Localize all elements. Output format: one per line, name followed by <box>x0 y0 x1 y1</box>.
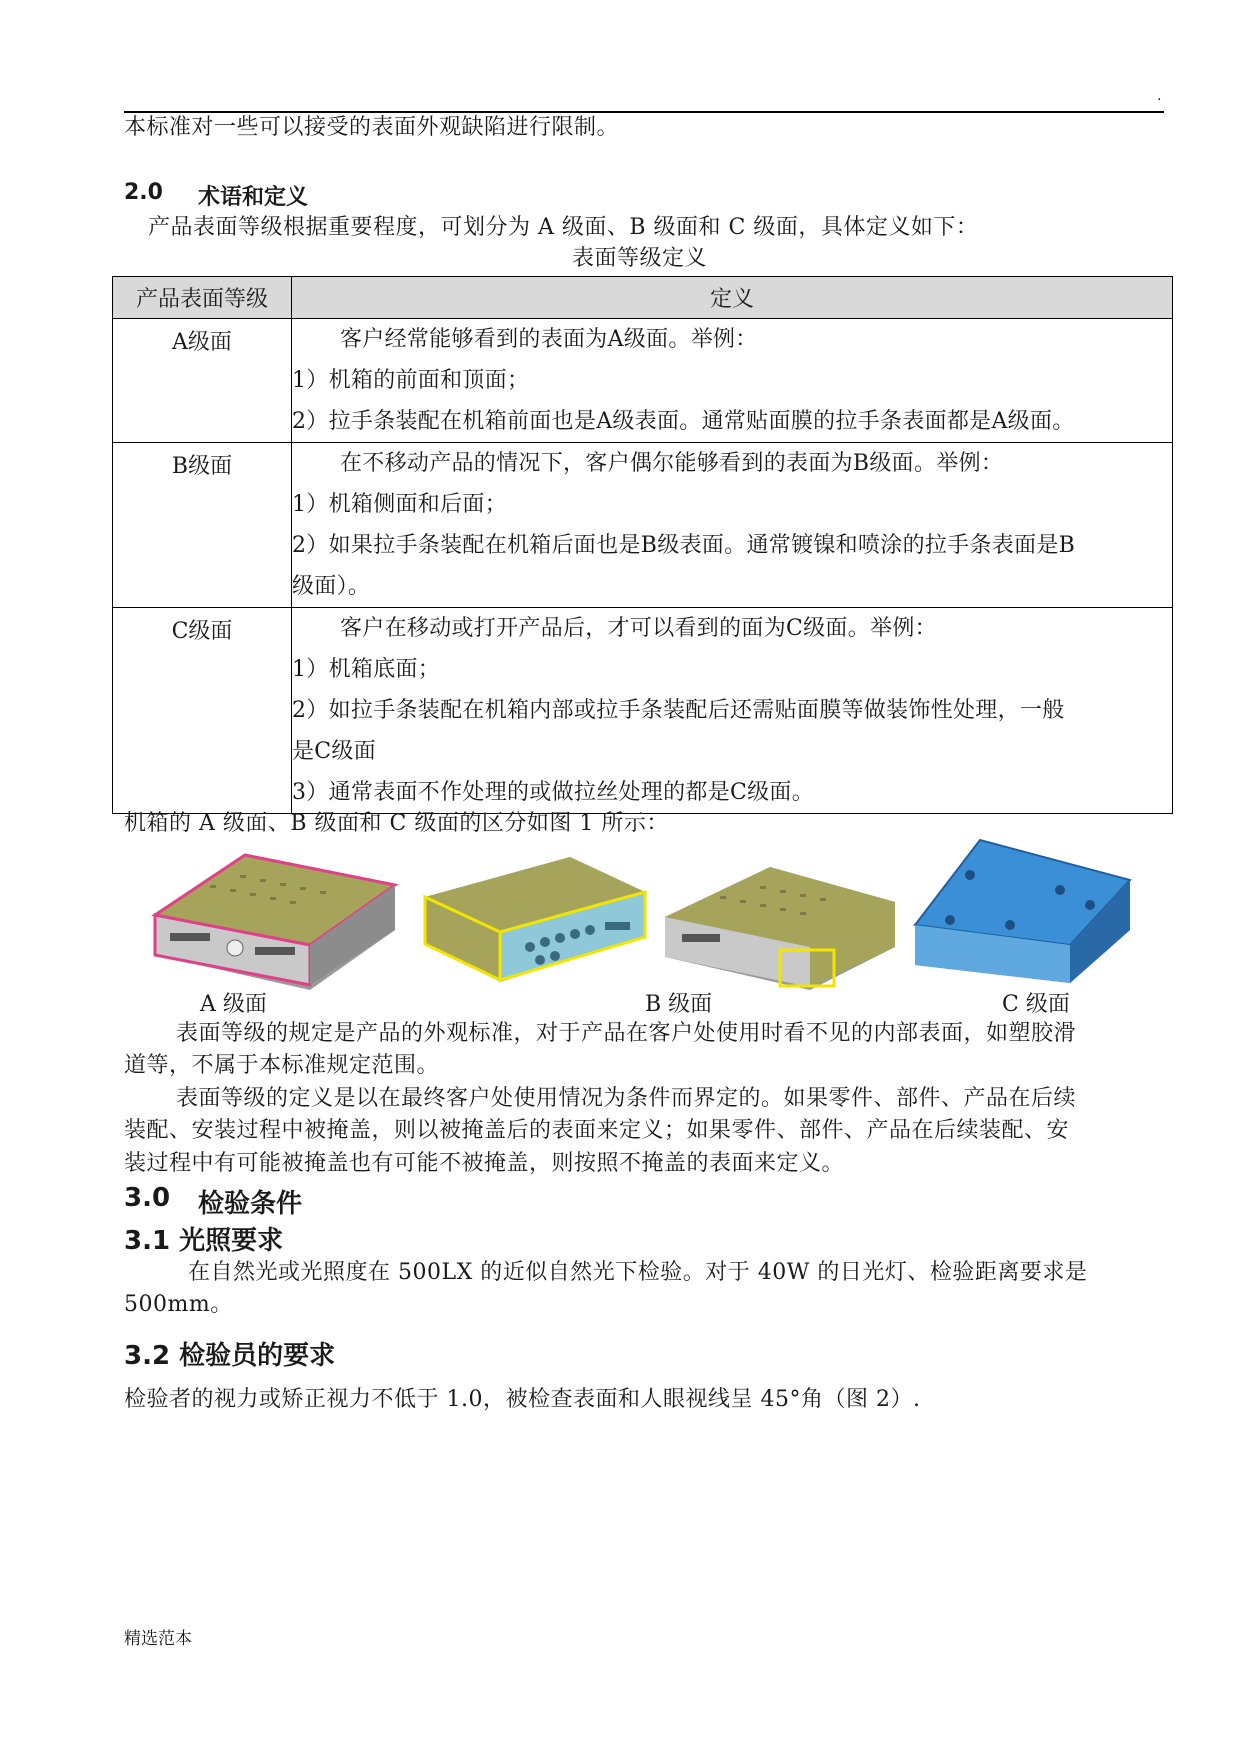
table-row <box>113 608 1173 814</box>
para1-line1: 表面等级的规定是产品的外观标准，对于产品在客户处使用时看不见的内部表面，如塑胶滑 <box>176 1021 1077 1046</box>
grade-cell: C级面 <box>113 608 292 814</box>
chassis-a-surface-figure <box>150 845 400 990</box>
para1-line2: 道等，不属于本标准规定范围。 <box>124 1053 440 1078</box>
table-row <box>113 443 1173 608</box>
definition-cell: 客户在移动或打开产品后，才可以看到的面为C级面。举例： 1）机箱底面； 2）如拉手条装配在机箱内部或拉手条装配后还需贴面膜等做装饰性处理，一般 是C级面 3）通常表面不作处理的或做拉丝处理的都是C级面。 <box>292 608 1173 814</box>
section-3-title: 检验条件 <box>198 1189 303 1219</box>
para2-line3: 装过程中有可能被掩盖也有可能不被掩盖，则按照不掩盖的表面来定义。 <box>124 1151 845 1176</box>
figure-label-c: C 级面 <box>1002 992 1070 1017</box>
figure-label-b: B 级面 <box>645 992 713 1017</box>
chassis-b-rear-figure <box>420 852 650 987</box>
page-footer: 精选范本 <box>124 1629 192 1649</box>
header-definition: 定义 <box>292 277 1173 319</box>
definition-cell: 客户经常能够看到的表面为A级面。举例： 1）机箱的前面和顶面； 2）拉手条装配在机箱前面也是A级表面。通常贴面膜的拉手条表面都是A级面。 <box>292 319 1173 443</box>
para2-line1: 表面等级的定义是以在最终客户处使用情况为条件而界定的。如果零件、部件、产品在后续 <box>176 1086 1077 1111</box>
table-header-row <box>113 277 1173 319</box>
section-3-1-line2: 500mm。 <box>124 1292 233 1317</box>
grade-cell: A级面 <box>113 319 292 443</box>
section-3-2-title: 3.2 检验员的要求 <box>124 1341 336 1371</box>
section-3-number: 3.0 <box>124 1183 171 1213</box>
header-mark: . <box>1157 88 1162 104</box>
figure-label-a: A 级面 <box>200 992 267 1017</box>
section-2-title: 术语和定义 <box>198 185 309 210</box>
para2-line2: 装配、安装过程中被掩盖，则以被掩盖后的表面来定义；如果零件、部件、产品在后续装配、安 <box>124 1118 1070 1143</box>
table-caption: 表面等级定义 <box>572 246 708 271</box>
chassis-c-bottom-figure <box>910 835 1135 985</box>
section-2-lead: 产品表面等级根据重要程度，可划分为 A 级面、B 级面和 C 级面，具体定义如下： <box>148 215 979 240</box>
header-grade: 产品表面等级 <box>113 277 292 319</box>
section-3-1-title: 3.1 光照要求 <box>124 1226 284 1256</box>
grade-cell: B级面 <box>113 443 292 608</box>
figure-intro: 机箱的 A 级面、B 级面和 C 级面的区分如图 1 所示： <box>124 811 669 836</box>
table-row <box>113 319 1173 443</box>
surface-grade-table <box>112 276 1173 814</box>
intro-line: 本标准对一些可以接受的表面外观缺陷进行限制。 <box>124 115 620 140</box>
section-2-number: 2.0 <box>124 180 163 205</box>
chassis-b-front-figure <box>660 862 900 990</box>
section-3-1-line1: 在自然光或光照度在 500LX 的近似自然光下检验。对于 40W 的日光灯、检验距离要求是 <box>188 1260 1088 1285</box>
section-3-2-text: 检验者的视力或矫正视力不低于 1.0，被检查表面和人眼视线呈 45°角（图 2）. <box>124 1387 921 1412</box>
definition-cell: 在不移动产品的情况下，客户偶尔能够看到的表面为B级面。举例： 1）机箱侧面和后面； 2）如果拉手条装配在机箱后面也是B级表面。通常镀镍和喷涂的拉手条表面是B 级面）。 <box>292 443 1173 608</box>
